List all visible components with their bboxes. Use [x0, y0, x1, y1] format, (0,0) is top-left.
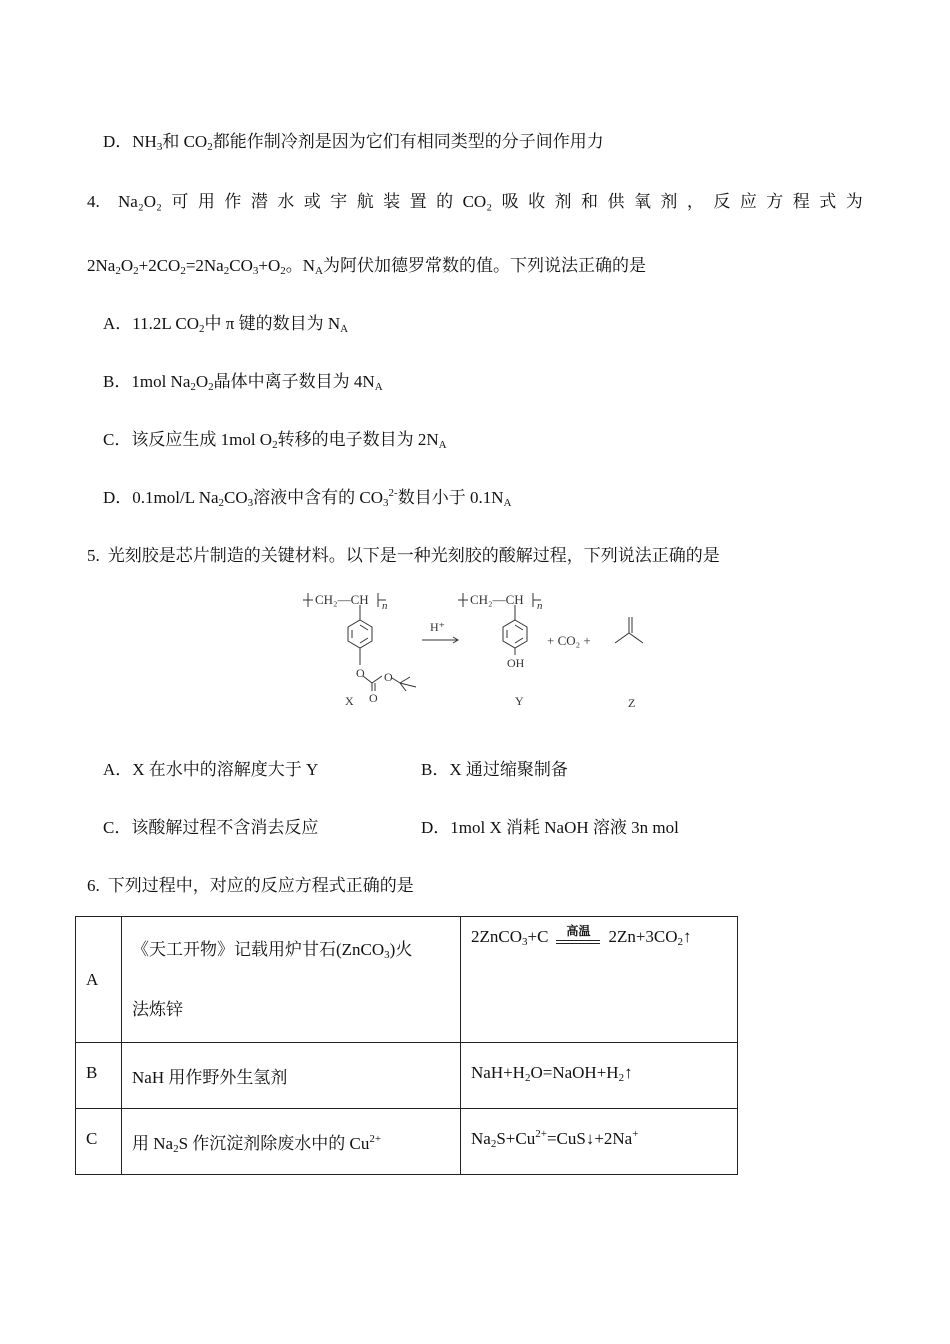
q4-option-a: A．11.2L $CO_2$中 π 键的数目为 $N_A$ — [103, 314, 349, 335]
q4-stem-word: 剂 — [660, 192, 678, 211]
q4-stem-word: 程 — [792, 192, 810, 211]
q5-stem: 5. 光刻胶是芯片制造的关键材料。以下是一种光刻胶的酸解过程，下列说法正确的是 — [87, 546, 720, 565]
table-row — [76, 1109, 738, 1175]
q4-stem-word: 反 — [713, 192, 731, 211]
q5-option-a: A．X 在水中的溶解度大于 Y — [103, 760, 319, 779]
table-row — [76, 917, 738, 1043]
q4-stem-word: 装 — [383, 192, 401, 211]
row-equation: $NaH+H_2O=NaOH+H_2↑$ — [461, 1043, 738, 1109]
y-repeat-unit: CH₂—CH — [470, 592, 524, 607]
q4-stem-word: 式 — [819, 192, 837, 211]
q4-stem-word: 航 — [356, 192, 374, 211]
q4-stem-word: ， — [686, 192, 704, 211]
q4-option-c: C．该反应生成 1mol $O_2$转移的电子数目为 $2N_A$ — [103, 430, 447, 451]
high-temp-condition: 高温 — [556, 928, 600, 948]
label-x: X — [345, 694, 354, 708]
catalyst-label: H⁺ — [430, 620, 445, 634]
q4-stem-word: CO₂ — [462, 192, 493, 211]
q5-option-b: B．X 通过缩聚制备 — [421, 760, 568, 779]
row-label: A — [76, 917, 122, 1043]
q5-reaction-scheme — [300, 585, 660, 715]
x-n-label: n — [382, 600, 388, 612]
q5-option-d: D．1mol X 消耗 NaOH 溶液 3n mol — [421, 818, 679, 837]
x-oxygen-2: O — [384, 670, 393, 684]
q4-stem-word: 潜 — [250, 192, 268, 211]
q4-stem-word: 应 — [739, 192, 757, 211]
q4-stem-word: 氧 — [633, 192, 651, 211]
plus-co2-label: + CO₂ + — [547, 633, 591, 648]
q4-stem-word: 用 — [197, 192, 215, 211]
q4-stem-word: 置 — [409, 192, 427, 211]
q4-option-d: D．0.1mol/L $Na_2CO_3$溶液中含有的 $CO_3^{2-}$数目小于 $0.1N_A$ — [103, 487, 512, 509]
q4-stem-word: Na₂O₂ — [118, 192, 162, 211]
q4-option-b: B．1mol $Na_2O_2$晶体中离子数目为 $4N_A$ — [103, 372, 383, 393]
q6-table — [75, 916, 738, 1175]
q3-option-d: D．$NH_3$和 $CO_2$都能作制冷剂是因为它们有相同类型的分子间作用力 — [103, 132, 604, 153]
table-row — [76, 1043, 738, 1109]
q4-stem-word: 的 — [436, 192, 454, 211]
q4-stem-word: 和 — [581, 192, 598, 211]
label-z: Z — [628, 696, 636, 710]
x-repeat-unit: CH₂—CH — [315, 592, 369, 607]
q4-stem-word: 方 — [766, 192, 784, 211]
q4-stem-word: 作 — [224, 192, 242, 211]
x-oxygen-1: O — [356, 666, 365, 680]
q4-stem-word: 宇 — [330, 192, 348, 211]
q4-stem-word: 或 — [303, 192, 321, 211]
y-n-label: n — [537, 600, 543, 612]
q4-stem-word: 可 — [171, 192, 189, 211]
q4-stem-word: 为 — [845, 192, 863, 211]
q4-stem-word: 剂 — [554, 192, 572, 211]
row-description: 用 $Na_2S$ 作沉淀剂除废水中的 $Cu^{2+}$ — [122, 1109, 461, 1175]
row-label: B — [76, 1043, 122, 1109]
q6-stem: 6. 下列过程中，对应的反应方程式正确的是 — [87, 876, 414, 895]
row-description: 《天工开物》记载用炉甘石(ZnCO$_3$)火 法炼锌 — [122, 917, 461, 1043]
label-y: Y — [515, 694, 524, 708]
x-oxygen-3: O — [369, 691, 378, 705]
q4-stem-word: 吸 — [501, 192, 519, 211]
q4-stem-word: 水 — [277, 192, 295, 211]
row-label: C — [76, 1109, 122, 1175]
q4-equation-line: $2Na_2O_2+2CO_2=2Na_2CO_3+O_2$。$N_A$为阿伏加德罗常数的值。下列说法正确的是 — [87, 256, 646, 277]
q4-stem-line1: 4. — [87, 192, 100, 211]
q4-stem-words — [118, 191, 863, 213]
q5-option-c: C．该酸解过程不含消去反应 — [103, 818, 319, 837]
row-equation: $Na_2S+Cu^{2+}=CuS↓+2Na^+$ — [461, 1109, 738, 1175]
q4-stem-word: 供 — [607, 192, 625, 211]
y-oh-label: OH — [507, 656, 525, 670]
row-equation: 2ZnCO$_3$+C $^{高温}$ $2Zn+3CO_2↑$ — [461, 917, 738, 1043]
row-description: NaH 用作野外生氢剂 — [122, 1043, 461, 1109]
q4-stem-word: 收 — [528, 192, 546, 211]
